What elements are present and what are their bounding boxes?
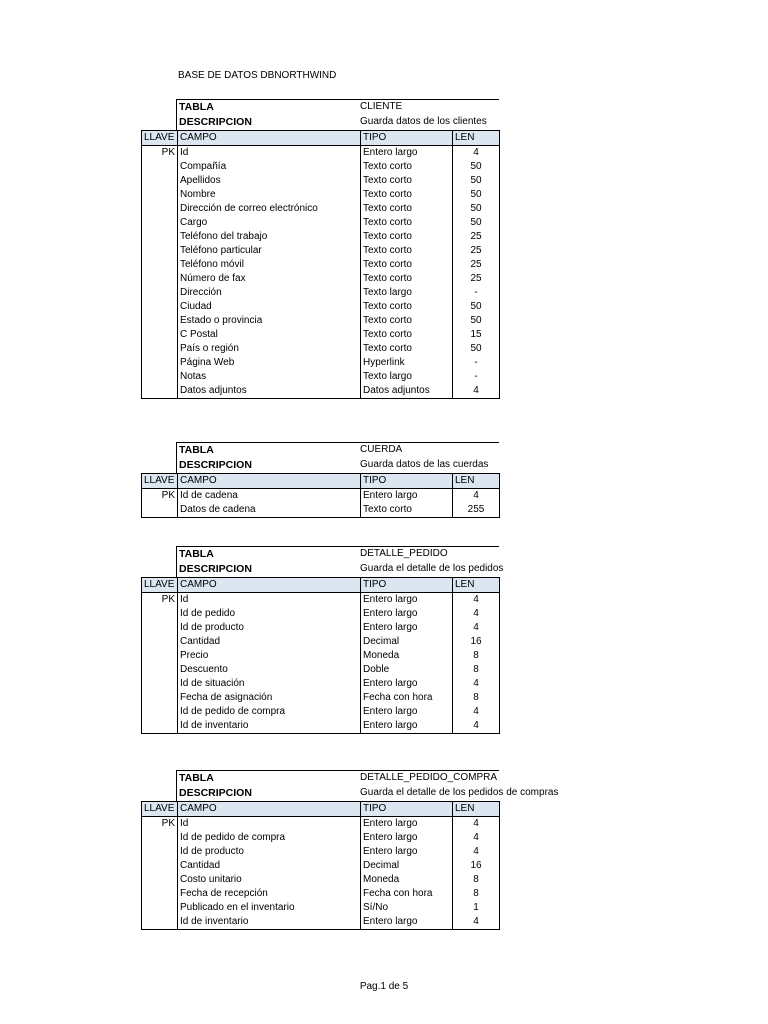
field-length-cell: - (453, 286, 500, 300)
campo-header: CAMPO (178, 802, 361, 817)
descripcion-label: DESCRIPCION (179, 787, 252, 799)
field-length-cell: 4 (453, 593, 500, 608)
key-cell (142, 607, 178, 621)
table-name-row (176, 770, 499, 786)
table-row (142, 230, 500, 244)
field-type-cell: Doble (361, 663, 453, 677)
table-row (142, 705, 500, 719)
field-type-cell: Texto corto (361, 202, 453, 216)
key-cell (142, 649, 178, 663)
field-length-cell: 25 (453, 230, 500, 244)
table-row (142, 663, 500, 677)
field-type-cell: Texto largo (361, 286, 453, 300)
key-cell (142, 328, 178, 342)
field-type-cell: Entero largo (361, 677, 453, 691)
key-cell (142, 356, 178, 370)
field-name-cell: Datos de cadena (178, 503, 361, 518)
field-length-cell: 16 (453, 635, 500, 649)
field-type-cell: Entero largo (361, 705, 453, 719)
field-name-cell: Dirección de correo electrónico (180, 203, 318, 214)
field-name-cell: Teléfono móvil (180, 259, 244, 270)
field-name-cell: Costo unitario (180, 874, 242, 885)
key-cell: PK (142, 489, 178, 504)
fields-table (141, 130, 500, 399)
field-name-cell: Descuento (180, 664, 228, 675)
fields-table-body (142, 131, 500, 399)
table-block-detalle-pedido (141, 546, 504, 734)
table-description: Guarda datos de las cuerdas (360, 459, 489, 470)
field-name-cell: Publicado en el inventario (180, 902, 295, 913)
field-type-cell: Texto corto (361, 160, 453, 174)
key-cell (142, 663, 178, 677)
table-name-row (176, 442, 499, 458)
key-cell (142, 887, 178, 901)
fields-table-body (142, 474, 500, 518)
key-cell (142, 216, 178, 230)
field-type-cell: Hyperlink (361, 356, 453, 370)
table-row (142, 831, 500, 845)
document-title: BASE DE DATOS DBNORTHWIND (178, 70, 337, 81)
field-type-cell: Moneda (361, 649, 453, 663)
key-cell (142, 286, 178, 300)
table-row (142, 188, 500, 202)
field-name-cell: Número de fax (180, 273, 246, 284)
field-name-cell: Id (180, 147, 189, 158)
table-description: Guarda el detalle de los pedidos (360, 563, 504, 574)
field-name-cell: Estado o provincia (180, 315, 263, 326)
field-type-cell: Datos adjuntos (361, 384, 453, 399)
table-name: DETALLE_PEDIDO_COMPRA (360, 772, 498, 783)
key-cell (142, 845, 178, 859)
field-name-cell: Cantidad (180, 860, 221, 871)
table-row (142, 489, 500, 504)
field-length-cell: 4 (453, 817, 500, 832)
field-type-cell: Entero largo (361, 146, 453, 161)
field-type-cell: Entero largo (361, 489, 453, 504)
tabla-label: TABLA (179, 548, 214, 560)
fields-table (141, 473, 500, 518)
field-length-cell: 15 (453, 328, 500, 342)
field-type-cell: Texto corto (361, 244, 453, 258)
field-name-cell: Teléfono particular (180, 245, 262, 256)
table-row (142, 593, 500, 608)
field-length-cell: 4 (453, 607, 500, 621)
field-name-cell: Compañía (180, 161, 227, 172)
field-name-cell: Id de inventario (178, 915, 361, 930)
field-type-cell: Entero largo (361, 845, 453, 859)
tipo-header: TIPO (361, 802, 453, 817)
table-name: CLIENTE (360, 101, 403, 112)
field-name-cell: Teléfono del trabajo (180, 231, 268, 242)
field-name-cell: Id de pedido de compra (180, 706, 286, 717)
table-row (142, 691, 500, 705)
field-type-cell: Texto corto (361, 230, 453, 244)
table-row (142, 817, 500, 832)
field-name-cell: Id de pedido (180, 608, 236, 619)
field-name-cell: Apellidos (180, 175, 221, 186)
key-cell (142, 300, 178, 314)
column-header-row (142, 578, 500, 593)
key-cell (142, 831, 178, 845)
field-name-cell: Id de inventario (178, 719, 361, 734)
field-type-cell: Texto corto (361, 272, 453, 286)
field-length-cell: 50 (453, 216, 500, 230)
field-length-cell: 50 (453, 188, 500, 202)
table-description: Guarda el detalle de los pedidos de compras (360, 787, 559, 798)
field-type-cell: Entero largo (361, 607, 453, 621)
table-description: Guarda datos de los clientes (360, 116, 487, 127)
field-length-cell: 4 (453, 489, 500, 504)
table-block-detalle-pedido-compra (141, 770, 559, 930)
field-length-cell: 4 (453, 621, 500, 635)
column-header-row (142, 802, 500, 817)
table-row (142, 621, 500, 635)
field-type-cell: Sí/No (361, 901, 453, 915)
key-cell (142, 314, 178, 328)
field-type-cell: Decimal (361, 635, 453, 649)
key-cell (142, 677, 178, 691)
len-header: LEN (453, 802, 500, 817)
tipo-header: TIPO (361, 578, 453, 593)
field-type-cell: Entero largo (361, 621, 453, 635)
table-block-cuerda (141, 442, 499, 518)
field-length-cell: 4 (453, 677, 500, 691)
len-header: LEN (453, 578, 500, 593)
llave-header: LLAVE (142, 474, 178, 489)
len-header: LEN (453, 131, 500, 146)
key-cell (142, 174, 178, 188)
key-cell: PK (142, 817, 178, 832)
table-description-row (176, 115, 499, 130)
field-length-cell: 4 (453, 915, 500, 930)
field-name-cell: Fecha de recepción (180, 888, 268, 899)
key-cell (142, 370, 178, 384)
field-name-cell: C Postal (180, 329, 218, 340)
table-row (142, 887, 500, 901)
key-cell (142, 719, 178, 734)
table-row (142, 901, 500, 915)
key-cell (142, 873, 178, 887)
field-type-cell: Texto corto (361, 328, 453, 342)
table-row (142, 286, 500, 300)
llave-header: LLAVE (142, 131, 178, 146)
table-row (142, 314, 500, 328)
tipo-header: TIPO (361, 474, 453, 489)
table-description-row (176, 458, 499, 473)
field-type-cell: Texto corto (361, 300, 453, 314)
field-name-cell: Ciudad (180, 301, 212, 312)
campo-header: CAMPO (178, 474, 361, 489)
key-cell (142, 901, 178, 915)
fields-table (141, 801, 500, 930)
field-type-cell: Entero largo (361, 915, 453, 930)
field-length-cell: - (453, 370, 500, 384)
field-type-cell: Moneda (361, 873, 453, 887)
field-type-cell: Entero largo (361, 593, 453, 608)
field-name-cell: Id (180, 594, 189, 605)
table-row (142, 503, 500, 518)
table-row (142, 216, 500, 230)
field-length-cell: 4 (453, 831, 500, 845)
field-name-cell: Id de situación (180, 678, 245, 689)
field-type-cell: Texto corto (361, 258, 453, 272)
key-cell (142, 691, 178, 705)
field-length-cell: 8 (453, 663, 500, 677)
table-row (142, 258, 500, 272)
table-block-cliente (141, 99, 499, 399)
table-description-row (176, 786, 559, 801)
page-number: Pag.1 de 5 (359, 981, 409, 992)
field-type-cell: Texto corto (361, 314, 453, 328)
key-cell (142, 503, 178, 518)
llave-header: LLAVE (142, 578, 178, 593)
field-name-cell: Notas (180, 371, 207, 382)
table-row (142, 384, 500, 399)
tabla-label: TABLA (179, 444, 214, 456)
key-cell (142, 915, 178, 930)
key-cell (142, 635, 178, 649)
field-name-cell: Id de producto (180, 622, 244, 633)
field-length-cell: 50 (453, 174, 500, 188)
table-row (142, 649, 500, 663)
column-header-row (142, 474, 500, 489)
field-type-cell: Fecha con hora (361, 887, 453, 901)
column-header-row (142, 131, 500, 146)
campo-header: CAMPO (178, 578, 361, 593)
key-cell (142, 859, 178, 873)
table-row (142, 272, 500, 286)
table-row (142, 160, 500, 174)
table-row (142, 845, 500, 859)
field-length-cell: 25 (453, 258, 500, 272)
table-name: CUERDA (360, 444, 403, 455)
field-length-cell: 50 (453, 160, 500, 174)
field-length-cell: 8 (453, 649, 500, 663)
field-length-cell: 4 (453, 705, 500, 719)
field-length-cell: 16 (453, 859, 500, 873)
key-cell (142, 230, 178, 244)
field-name-cell: País o región (180, 343, 239, 354)
fields-table-body (142, 802, 500, 930)
field-name-cell: Id de pedido de compra (180, 832, 286, 843)
table-row (142, 915, 500, 930)
key-cell (142, 705, 178, 719)
table-name: DETALLE_PEDIDO (360, 548, 448, 559)
descripcion-label: DESCRIPCION (179, 116, 252, 128)
key-cell (142, 272, 178, 286)
field-length-cell: 4 (453, 384, 500, 399)
field-name-cell: Dirección (180, 287, 222, 298)
table-row (142, 873, 500, 887)
field-length-cell: 4 (453, 719, 500, 734)
field-type-cell: Entero largo (361, 817, 453, 832)
field-length-cell: 8 (453, 873, 500, 887)
field-name-cell: Fecha de asignación (180, 692, 273, 703)
key-cell: PK (142, 593, 178, 608)
table-row (142, 356, 500, 370)
table-description-row (176, 562, 504, 577)
key-cell (142, 202, 178, 216)
field-name-cell: Página Web (180, 357, 235, 368)
key-cell (142, 188, 178, 202)
key-cell (142, 258, 178, 272)
field-type-cell: Texto corto (361, 188, 453, 202)
field-name-cell: Cargo (180, 217, 208, 228)
table-row (142, 328, 500, 342)
field-type-cell: Texto largo (361, 370, 453, 384)
table-row (142, 174, 500, 188)
field-type-cell: Texto corto (361, 216, 453, 230)
field-type-cell: Fecha con hora (361, 691, 453, 705)
key-cell (142, 384, 178, 399)
key-cell (142, 342, 178, 356)
field-length-cell: 50 (453, 300, 500, 314)
table-row (142, 342, 500, 356)
field-length-cell: 255 (453, 503, 500, 518)
table-row (142, 244, 500, 258)
field-length-cell: 1 (453, 901, 500, 915)
field-name-cell: Id de producto (180, 846, 244, 857)
field-name-cell: Id (180, 818, 189, 829)
llave-header: LLAVE (142, 802, 178, 817)
field-length-cell: 4 (453, 146, 500, 161)
field-type-cell: Texto corto (361, 342, 453, 356)
tabla-label: TABLA (179, 101, 214, 113)
field-name-cell: Datos adjuntos (178, 384, 361, 399)
field-length-cell: - (453, 356, 500, 370)
field-type-cell: Texto corto (361, 503, 453, 518)
fields-table-body (142, 578, 500, 734)
field-type-cell: Texto corto (361, 174, 453, 188)
table-row (142, 146, 500, 161)
table-row (142, 635, 500, 649)
field-length-cell: 8 (453, 691, 500, 705)
field-length-cell: 25 (453, 244, 500, 258)
fields-table (141, 577, 500, 734)
field-length-cell: 25 (453, 272, 500, 286)
field-name-cell: Nombre (180, 189, 216, 200)
table-name-row (176, 99, 499, 115)
table-row (142, 607, 500, 621)
table-row (142, 677, 500, 691)
tipo-header: TIPO (361, 131, 453, 146)
field-type-cell: Entero largo (361, 719, 453, 734)
campo-header: CAMPO (178, 131, 361, 146)
field-type-cell: Entero largo (361, 831, 453, 845)
key-cell (142, 244, 178, 258)
field-name-cell: Cantidad (180, 636, 221, 647)
table-row (142, 202, 500, 216)
field-type-cell: Decimal (361, 859, 453, 873)
len-header: LEN (453, 474, 500, 489)
field-name-cell: Id de cadena (180, 490, 238, 501)
tabla-label: TABLA (179, 772, 214, 784)
field-length-cell: 50 (453, 314, 500, 328)
table-row (142, 859, 500, 873)
table-row (142, 300, 500, 314)
table-row (142, 370, 500, 384)
field-length-cell: 8 (453, 887, 500, 901)
key-cell (142, 160, 178, 174)
table-name-row (176, 546, 499, 562)
key-cell: PK (142, 146, 178, 161)
descripcion-label: DESCRIPCION (179, 563, 252, 575)
descripcion-label: DESCRIPCION (179, 459, 252, 471)
field-name-cell: Precio (180, 650, 209, 661)
key-cell (142, 621, 178, 635)
field-length-cell: 50 (453, 342, 500, 356)
field-length-cell: 4 (453, 845, 500, 859)
field-length-cell: 50 (453, 202, 500, 216)
table-row (142, 719, 500, 734)
